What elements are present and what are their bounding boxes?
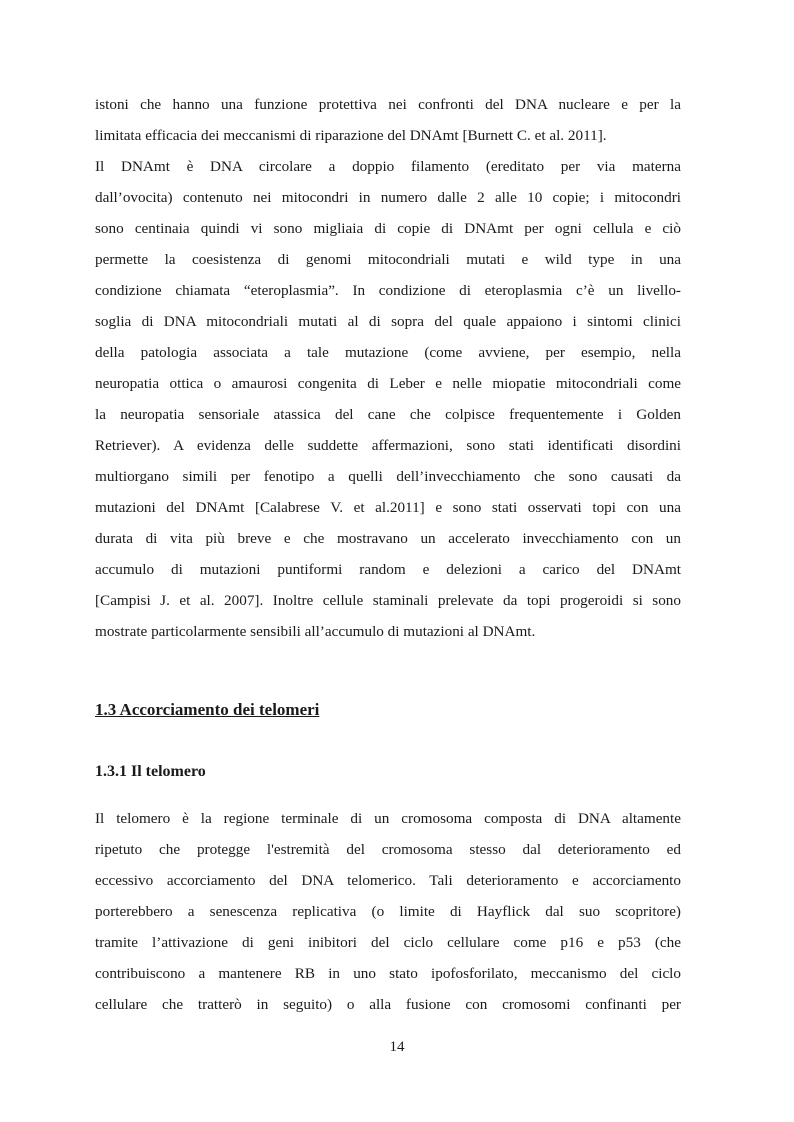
text-line: cellulare che tratterò in seguito) o alla fusione con cromosomi confinanti per <box>95 996 681 1013</box>
text-line: Il telomero è la regione terminale di un cromosoma composta di DNA altamente <box>95 810 681 827</box>
text-line: soglia di DNA mitocondriali mutati al di sopra del quale appaiono i sintomi clinici <box>95 313 681 330</box>
subsection-heading: 1.3.1 Il telomero <box>95 763 206 780</box>
text-line: permette la coesistenza di genomi mitocondriali mutati e wild type in una <box>95 251 681 268</box>
page-number: 14 <box>389 1039 405 1055</box>
text-line: porterebbero a senescenza replicativa (o limite di Hayflick dal suo scopritore) <box>95 903 681 920</box>
text-line: della patologia associata a tale mutazione (come avviene, per esempio, nella <box>95 344 681 361</box>
text-line: mutazioni del DNAmt [Calabrese V. et al.2011] e sono stati osservati topi con una <box>95 499 681 516</box>
text-line: multiorgano simili per fenotipo a quelli dell’invecchiamento che sono causati da <box>95 468 681 485</box>
text-line: dall’ovocita) contenuto nei mitocondri in numero dalle 2 alle 10 copie; i mitocondri <box>95 189 681 206</box>
text-line: neuropatia ottica o amaurosi congenita di Leber e nelle miopatie mitocondriali come <box>95 375 681 392</box>
text-line: contribuiscono a mantenere RB in uno stato ipofosforilato, meccanismo del ciclo <box>95 965 681 982</box>
text-line: eccessivo accorciamento del DNA telomerico. Tali deterioramento e accorciamento <box>95 872 681 889</box>
text-line: la neuropatia sensoriale atassica del cane che colpisce frequentemente i Golden <box>95 406 681 423</box>
text-line: istoni che hanno una funzione protettiva nei confronti del DNA nucleare e per la <box>95 96 681 113</box>
section-heading: 1.3 Accorciamento dei telomeri <box>95 700 320 719</box>
text-line: accumulo di mutazioni puntiformi random e delezioni a carico del DNAmt <box>95 561 681 578</box>
text-line: Retriever). A evidenza delle suddette affermazioni, sono stati identificati disordini <box>95 437 681 454</box>
body-paragraph-telomero <box>95 803 681 1020</box>
body-paragraph-mtdna <box>95 89 681 647</box>
text-line: condizione chiamata “eteroplasmia”. In condizione di eteroplasmia c’è un livello- <box>95 282 681 299</box>
text-line: [Campisi J. et al. 2007]. Inoltre cellule staminali prelevate da topi progeroidi si sono <box>95 592 681 609</box>
text-line: ripetuto che protegge l'estremità del cromosoma stesso dal deterioramento ed <box>95 841 681 858</box>
text-line: Il DNAmt è DNA circolare a doppio filamento (ereditato per via materna <box>95 158 681 175</box>
document-page <box>95 89 681 1013</box>
text-line: durata di vita più breve e che mostravano un accelerato invecchiamento con un <box>95 530 681 547</box>
text-line: sono centinaia quindi vi sono migliaia di copie di DNAmt per ogni cellula e ciò <box>95 220 681 237</box>
text-line: tramite l’attivazione di geni inibitori del ciclo cellulare come p16 e p53 (che <box>95 934 681 951</box>
text-line: mostrate particolarmente sensibili all’accumulo di mutazioni al DNAmt. <box>95 623 536 640</box>
text-line: limitata efficacia dei meccanismi di riparazione del DNAmt [Burnett C. et al. 2011]. <box>95 127 607 144</box>
